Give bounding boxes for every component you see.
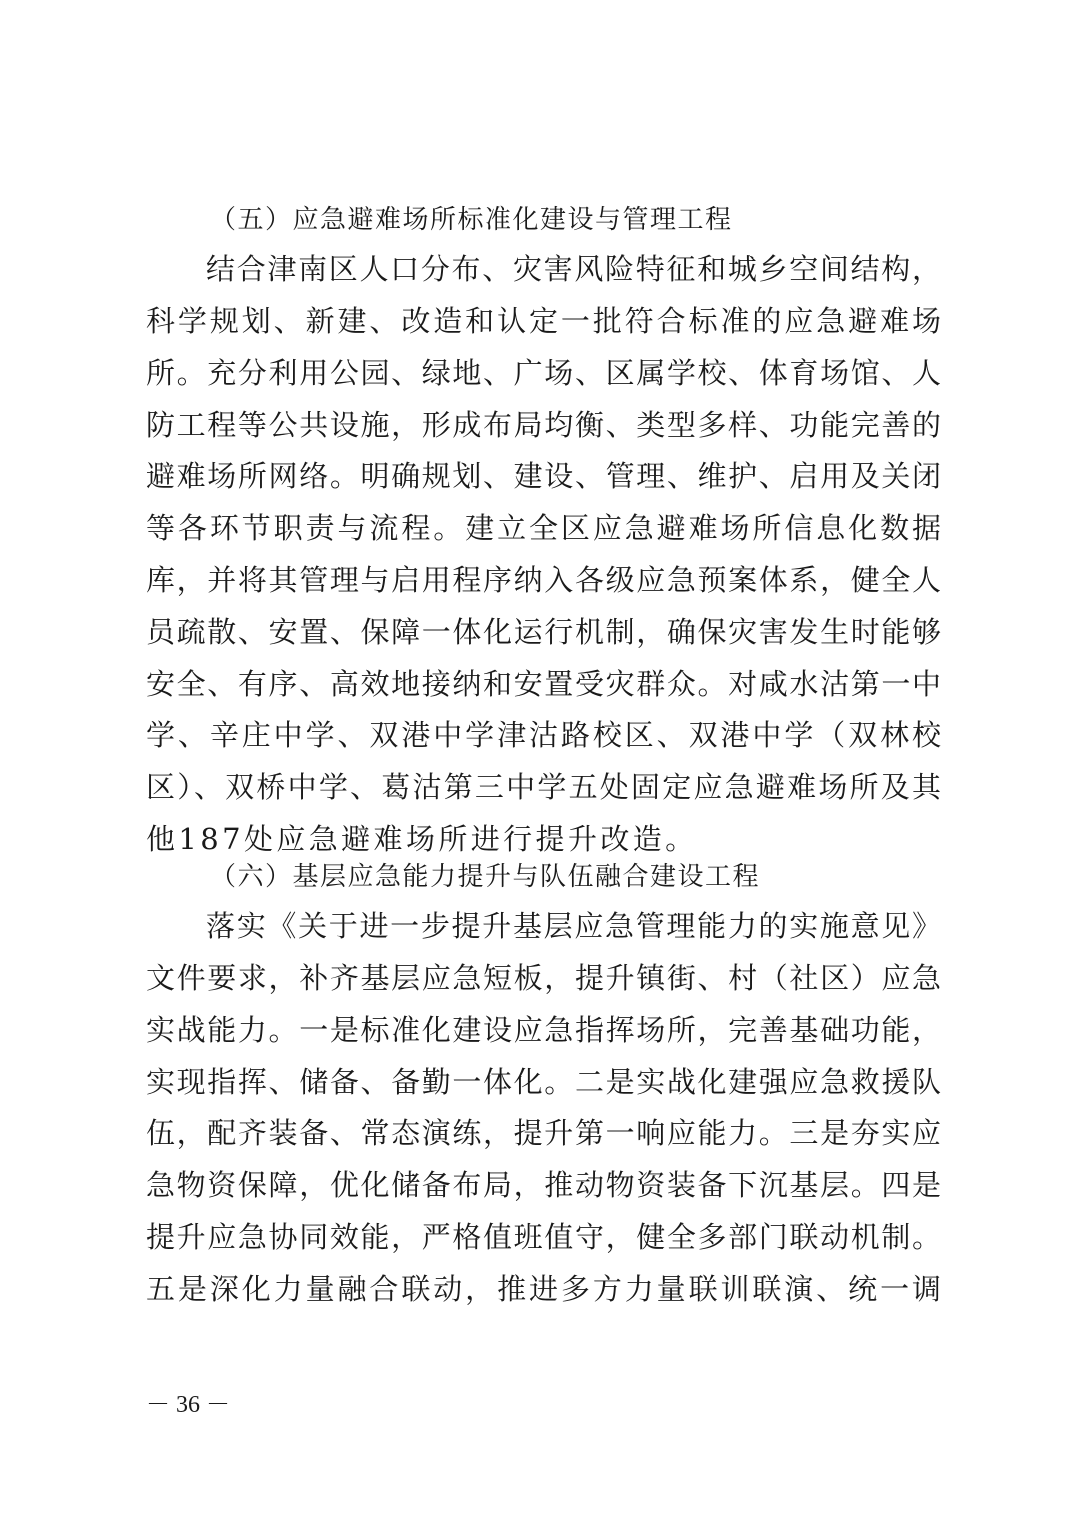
paragraph-line: 学、辛庄中学、双港中学津沽路校区、双港中学（双林校 xyxy=(146,718,941,752)
paragraph-line: 避难场所网络。明确规划、建设、管理、维护、启用及关闭 xyxy=(146,459,941,493)
paragraph-line: 防工程等公共设施，形成布局均衡、类型多样、功能完善的 xyxy=(146,408,941,442)
paragraph-line: 等各环节职责与流程。建立全区应急避难场所信息化数据 xyxy=(146,511,941,545)
paragraph-line: 结合津南区人口分布、灾害风险特征和城乡空间结构， xyxy=(206,252,941,286)
paragraph-line: 伍，配齐装备、常态演练，提升第一响应能力。三是夯实应 xyxy=(146,1116,941,1150)
paragraph-line: 所。充分利用公园、绿地、广场、区属学校、体育场馆、人 xyxy=(146,356,941,390)
section-6-heading: （六）基层应急能力提升与队伍融合建设工程 xyxy=(210,862,761,892)
paragraph-line: 实现指挥、储备、备勤一体化。二是实战化建强应急救援队 xyxy=(146,1065,941,1099)
paragraph-line: 库，并将其管理与启用程序纳入各级应急预案体系，健全人 xyxy=(146,563,941,597)
section-5-heading: （五）应急避难场所标准化建设与管理工程 xyxy=(210,205,733,235)
paragraph-line: 提升应急协同效能，严格值班值守，健全多部门联动机制。 xyxy=(146,1220,941,1254)
paragraph-line: 文件要求，补齐基层应急短板，提升镇街、村（社区）应急 xyxy=(146,961,941,995)
paragraph-line: 实战能力。一是标准化建设应急指挥场所，完善基础功能， xyxy=(146,1013,941,1047)
paragraph-line: 员疏散、安置、保障一体化运行机制，确保灾害发生时能够 xyxy=(146,615,941,649)
paragraph-line: 急物资保障，优化储备布局，推动物资装备下沉基层。四是 xyxy=(146,1168,941,1202)
paragraph-line: 落实《关于进一步提升基层应急管理能力的实施意见》 xyxy=(206,909,941,943)
paragraph-line: 安全、有序、高效地接纳和安置受灾群众。对咸水沽第一中 xyxy=(146,667,941,701)
paragraph-line: 区）、双桥中学、葛沽第三中学五处固定应急避难场所及其 xyxy=(146,770,941,804)
paragraph-line: 他187处应急避难场所进行提升改造。 xyxy=(146,822,698,856)
paragraph-line: 五是深化力量融合联动，推进多方力量联训联演、统一调 xyxy=(146,1272,941,1306)
page-number: － 36 － xyxy=(146,1392,230,1418)
paragraph-line: 科学规划、新建、改造和认定一批符合标准的应急避难场 xyxy=(146,304,941,338)
